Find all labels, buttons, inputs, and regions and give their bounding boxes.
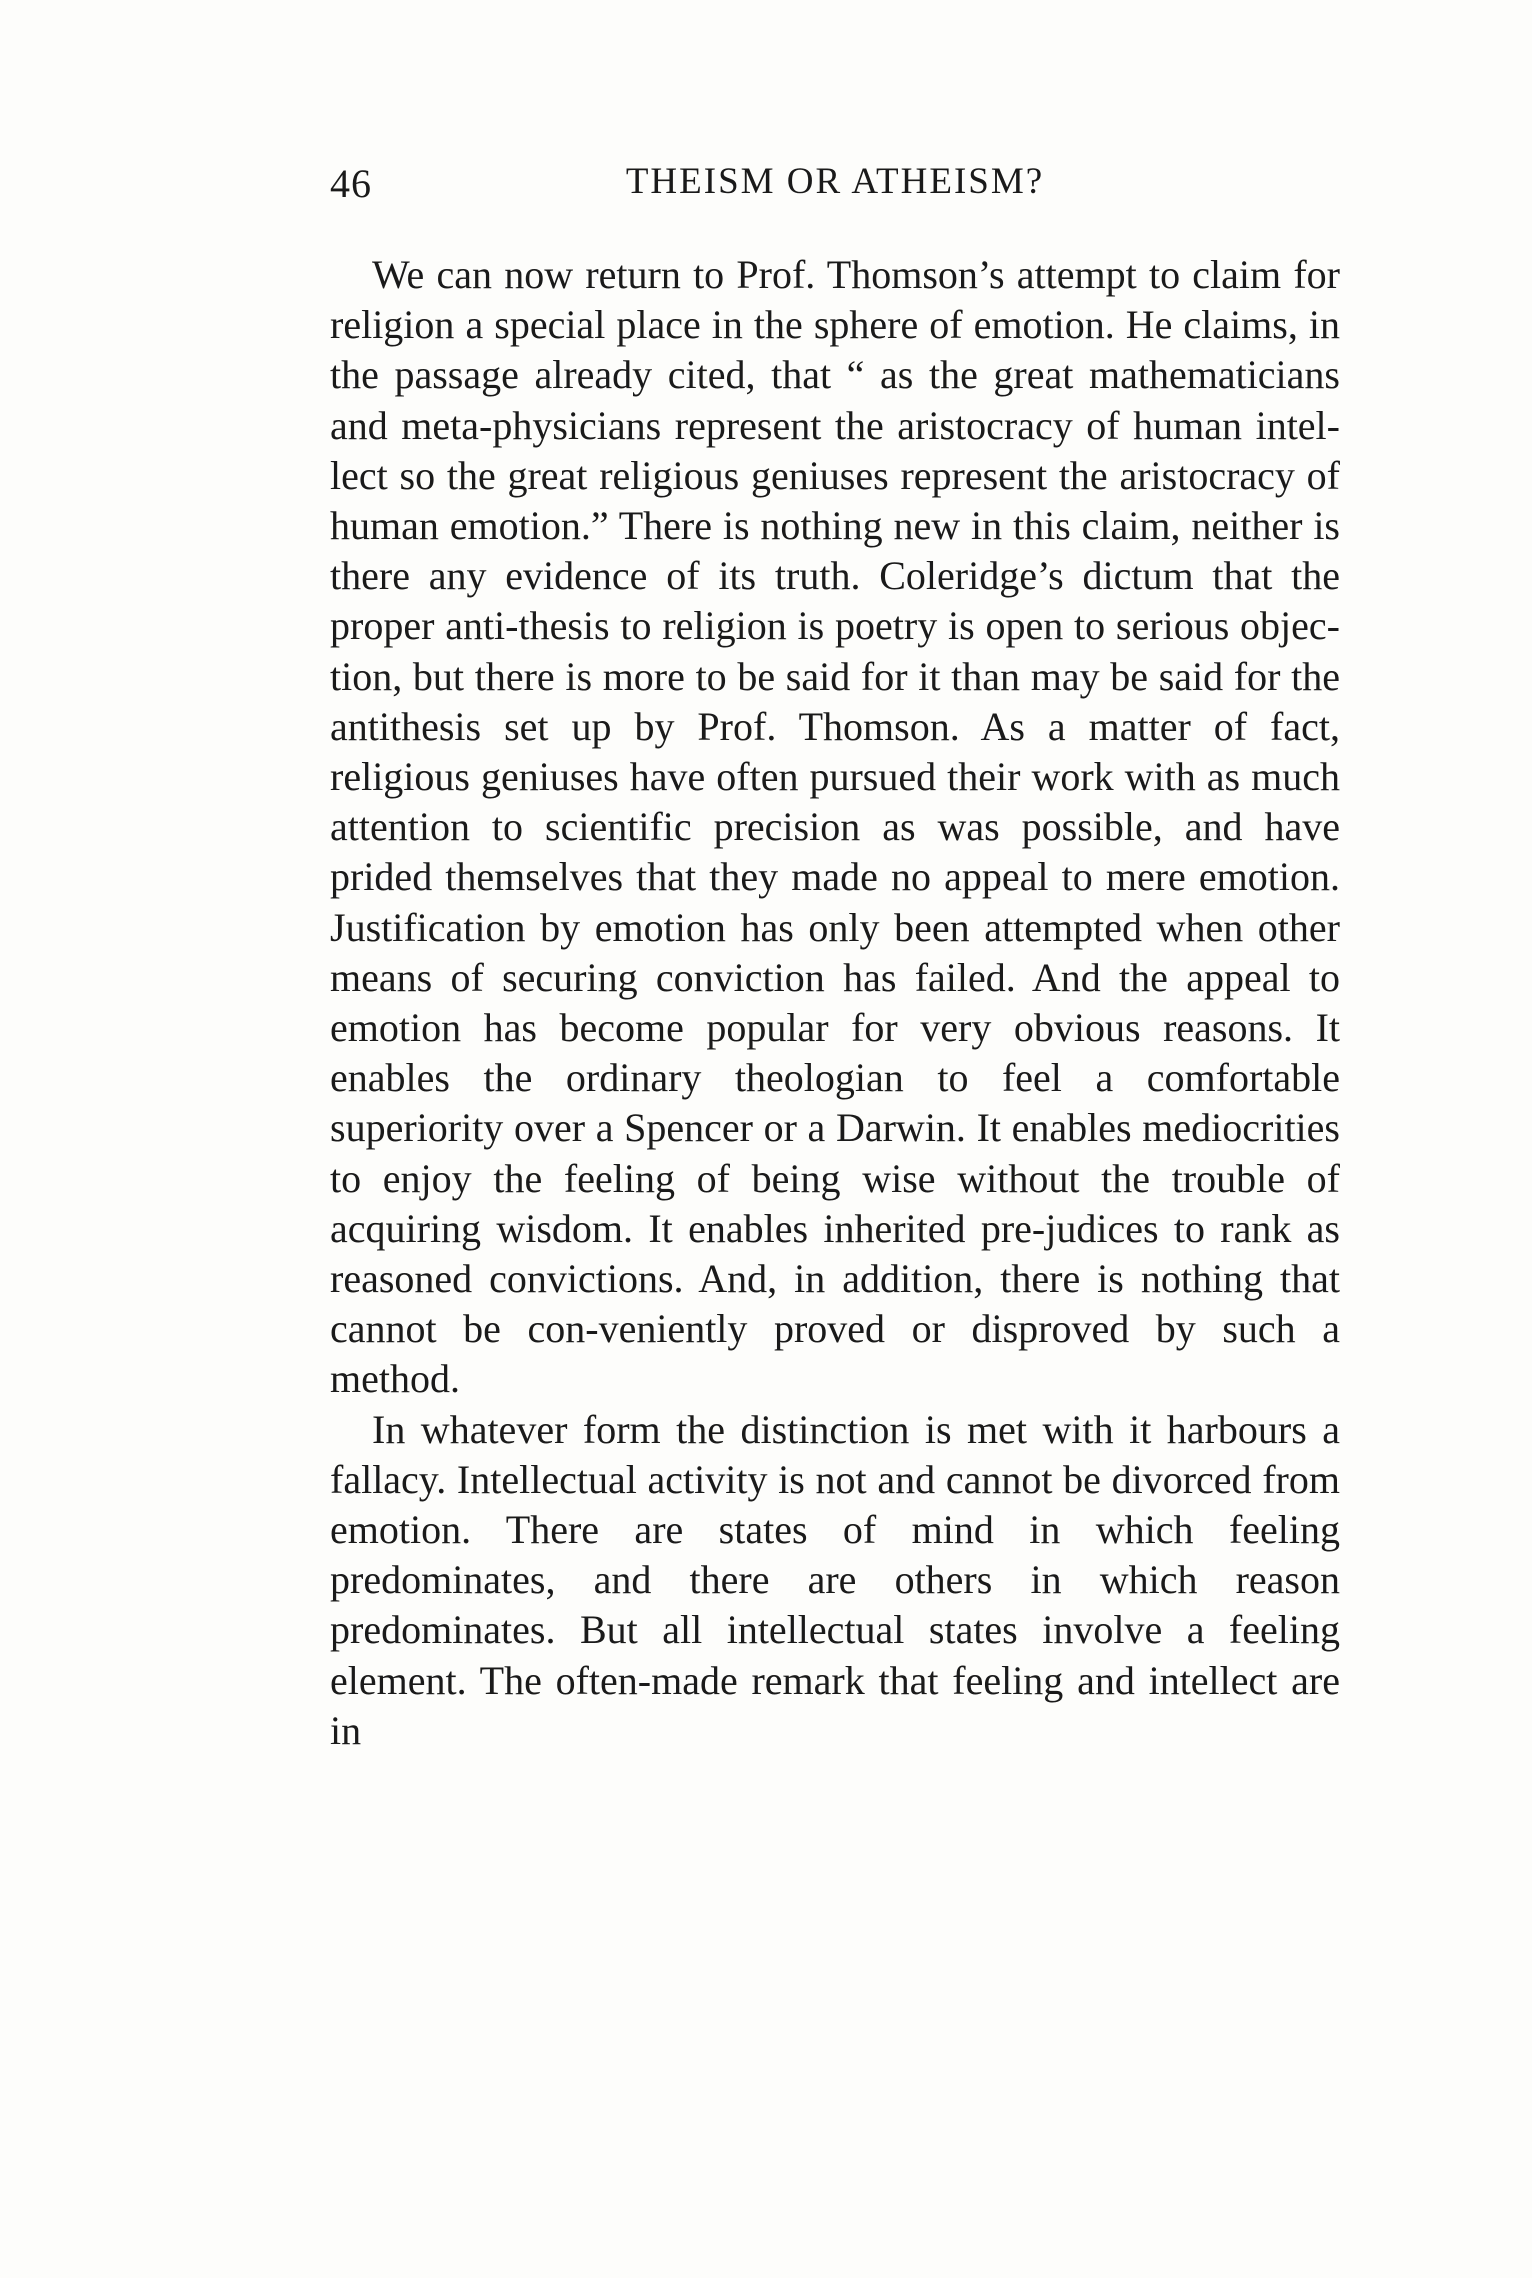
page-header bbox=[330, 160, 1340, 220]
running-title: THEISM OR ATHEISM? bbox=[625, 161, 1045, 202]
page-number: 46 bbox=[330, 161, 372, 206]
paragraph: In whatever form the distinction is met with it harbours a fallacy. Intellectual activity is not and cannot be divorced from emotion. There are states of mind in which feeling predominates, and there are others in which reason predominates. But all intellectual states involve a feeling element. The often-made remark that feeling and intellect are in bbox=[330, 1406, 1340, 1753]
paragraph: We can now return to Prof. Thomson’s attempt to claim for religion a special place in the sphere of emotion. He claims, in the passage already cited, that “ as the great mathematicians and meta-physicians represent the aristocracy of human intel-lect so the great religious geniuses represent the aristocracy of human emotion.” There is nothing new in this claim, neither is there any evidence of its truth. Coleridge’s dictum that the proper anti-thesis to religion is poetry is open to serious objec-tion, but there is more to be said for it than may be said for the antithesis set up by Prof. Thomson. As a matter of fact, religious geniuses have often pursued their work with as much attention to scientific precision as was possible, and have prided themselves that they made no appeal to mere emotion. Justification by emotion has only been attempted when other means of securing conviction has failed. And the appeal to emotion has become popular for very obvious reasons. It enables the ordinary theologian to feel a comfortable superiority over a Spencer or a Darwin. It enables mediocrities to enjoy the feeling of being wise without the trouble of acquiring wisdom. It enables inherited pre-judices to rank as reasoned convictions. And, in addition, there is nothing that cannot be con-veniently proved or disproved by such a method. bbox=[330, 252, 1340, 1402]
body-text bbox=[330, 250, 1340, 1756]
